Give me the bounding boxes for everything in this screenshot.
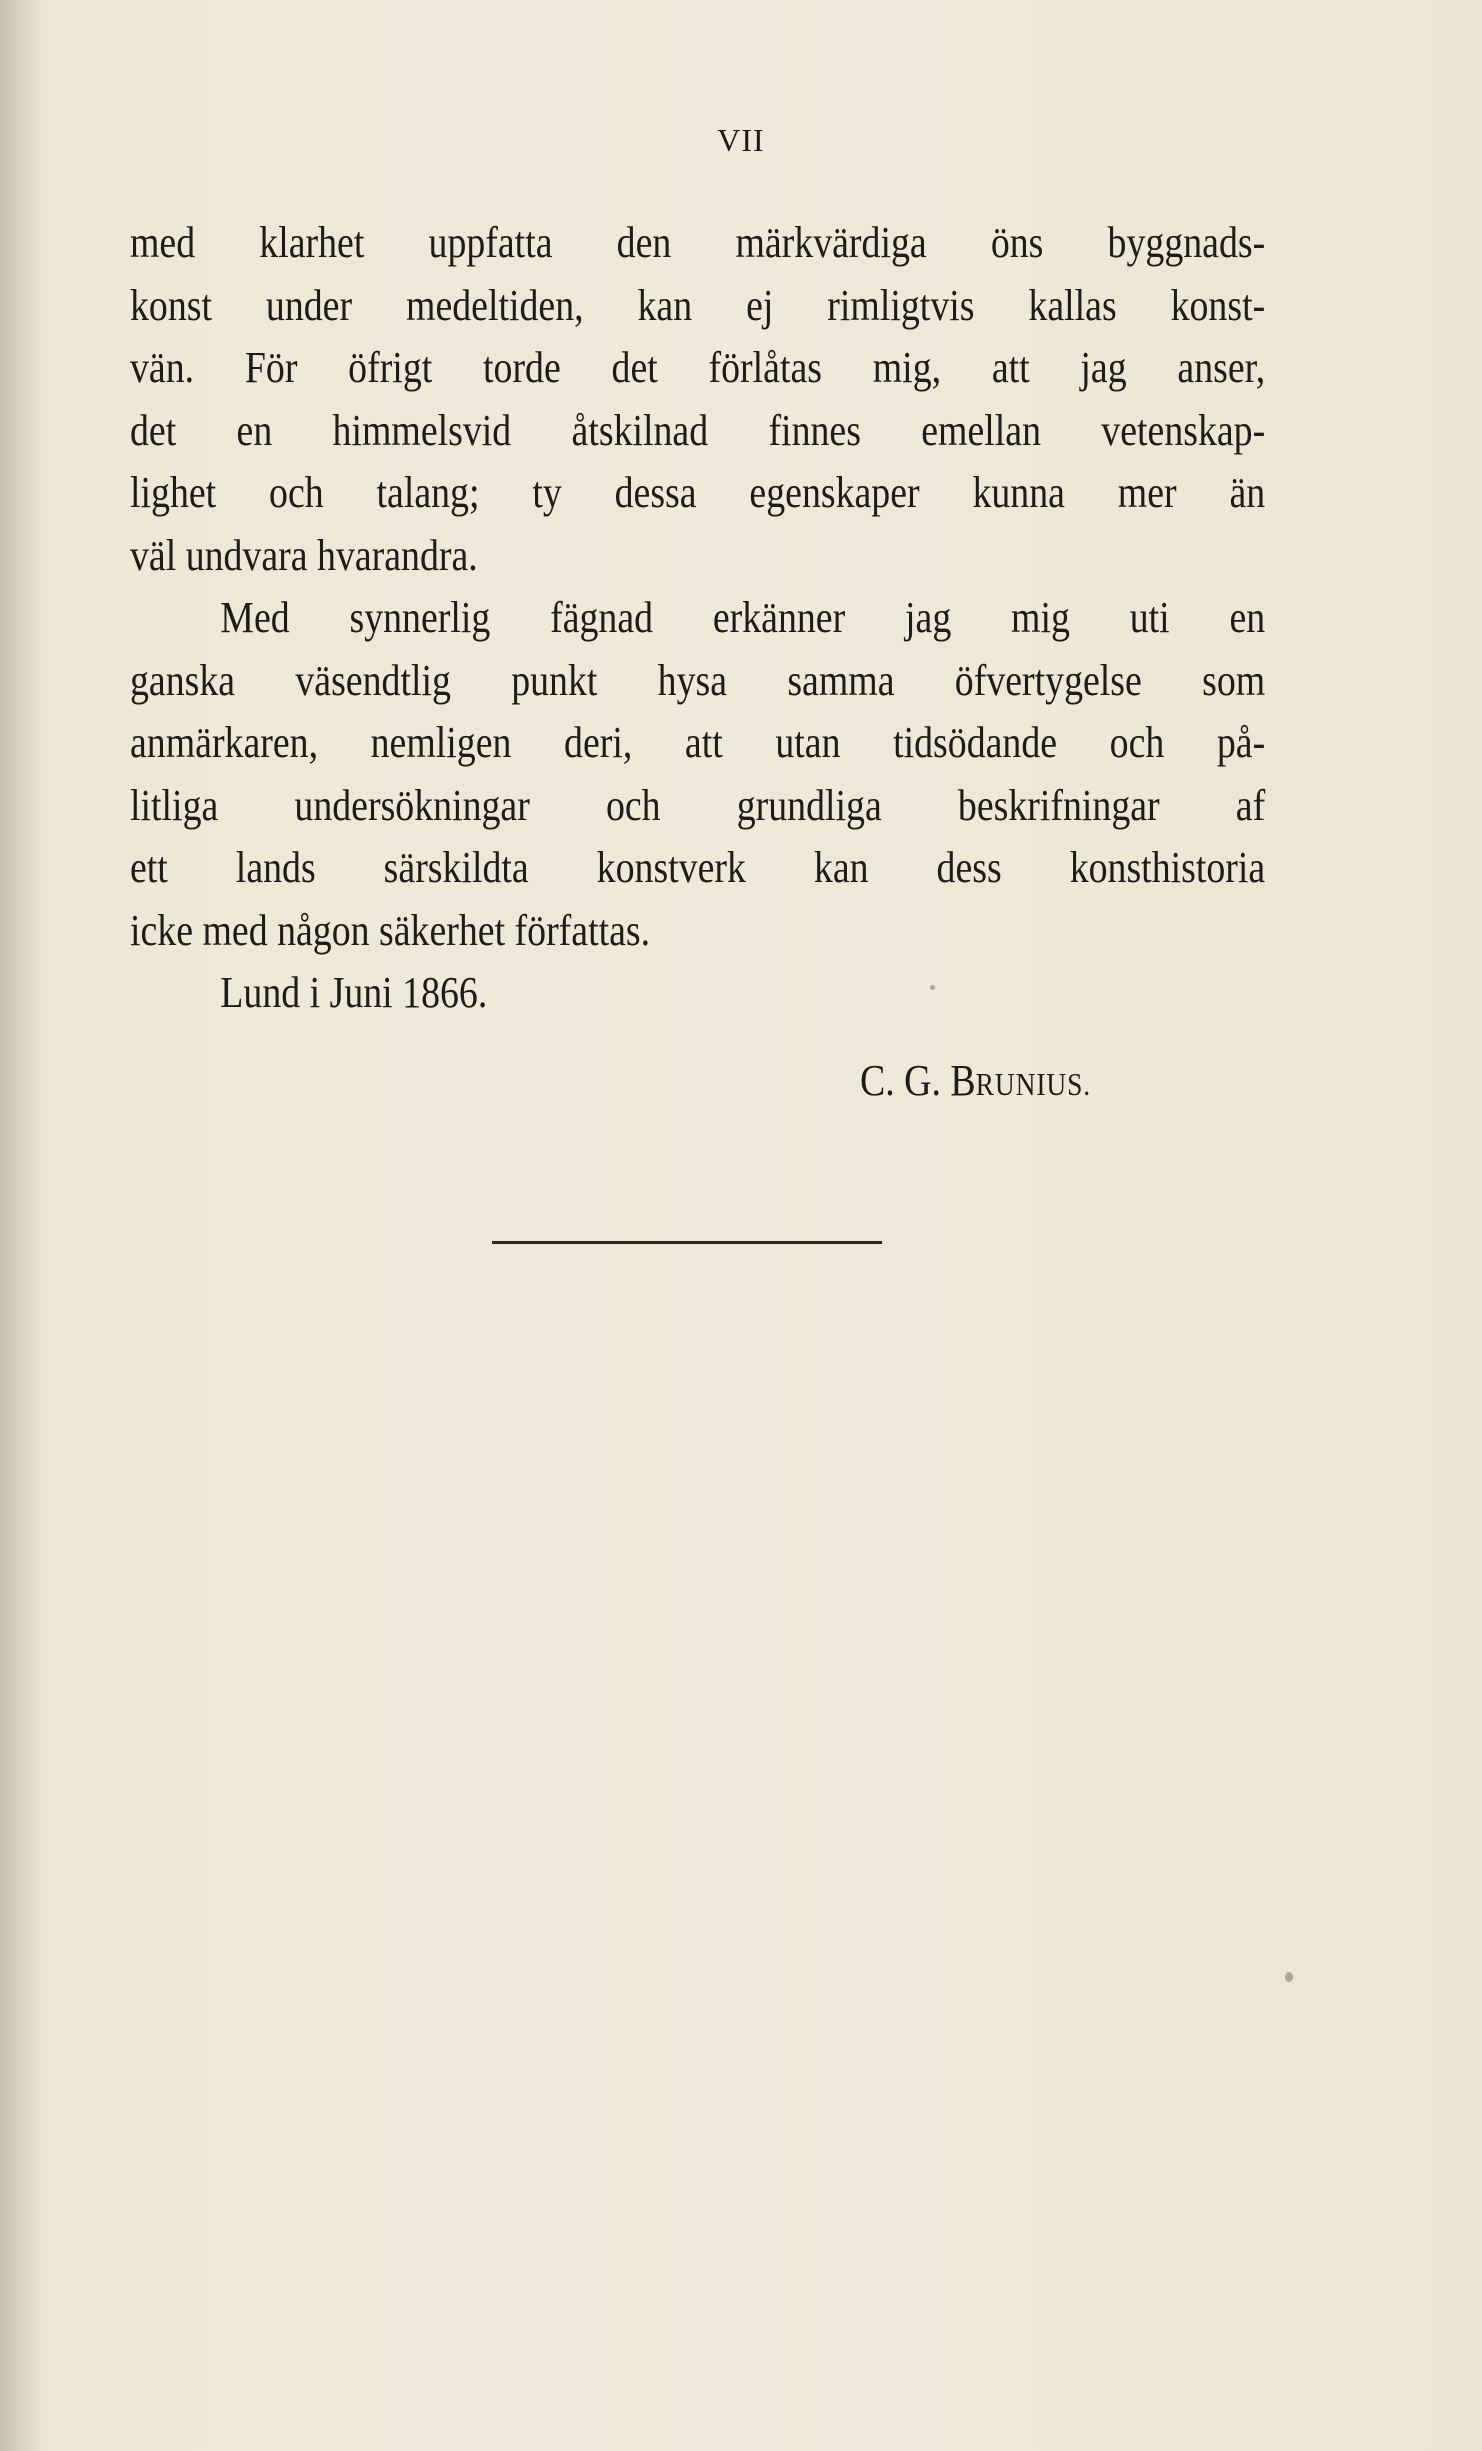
signature-surname: RUNIUS.: [975, 1066, 1092, 1102]
paper-speck: [1285, 1972, 1293, 1982]
dateline: Lund i Juni 1866.: [220, 968, 488, 1017]
page-number: VII: [717, 122, 765, 158]
end-rule: [492, 1241, 882, 1244]
text-line: icke med någon säkerhet författas.: [130, 905, 651, 955]
text-line: litliga undersökningar och grundliga beskrifningar af: [130, 780, 1266, 830]
signature-initials: C. G. B: [860, 1056, 976, 1105]
signature: [860, 1055, 1091, 1106]
text-line: konst under medeltiden, kan ej rimligtvis kallas konst-: [130, 280, 1266, 330]
text-line: vän. För öfrigt torde det förlåtas mig, att jag anser,: [130, 343, 1266, 392]
text-line: anmärkaren, nemligen deri, att utan tidsödande och på-: [130, 718, 1266, 767]
binding-shadow: [0, 0, 40, 2451]
text-line: det en himmelsvid åtskilnad finnes emellan vetenskap-: [130, 405, 1266, 455]
text-line: ett lands särskildta konstverk kan dess konsthistoria: [130, 843, 1266, 892]
text-line: Med synnerlig fägnad erkänner jag mig uti en: [220, 593, 1266, 642]
paper-speck: [930, 985, 935, 990]
text-line: väl undvara hvarandra.: [130, 530, 478, 580]
text-line: ganska väsendtlig punkt hysa samma öfvertygelse som: [130, 655, 1266, 705]
text-line: med klarhet uppfatta den märkvärdiga öns byggnads-: [130, 218, 1266, 267]
body-text: [130, 212, 1266, 1025]
text-line: lighet och talang; ty dessa egenskaper kunna mer än: [130, 468, 1266, 517]
